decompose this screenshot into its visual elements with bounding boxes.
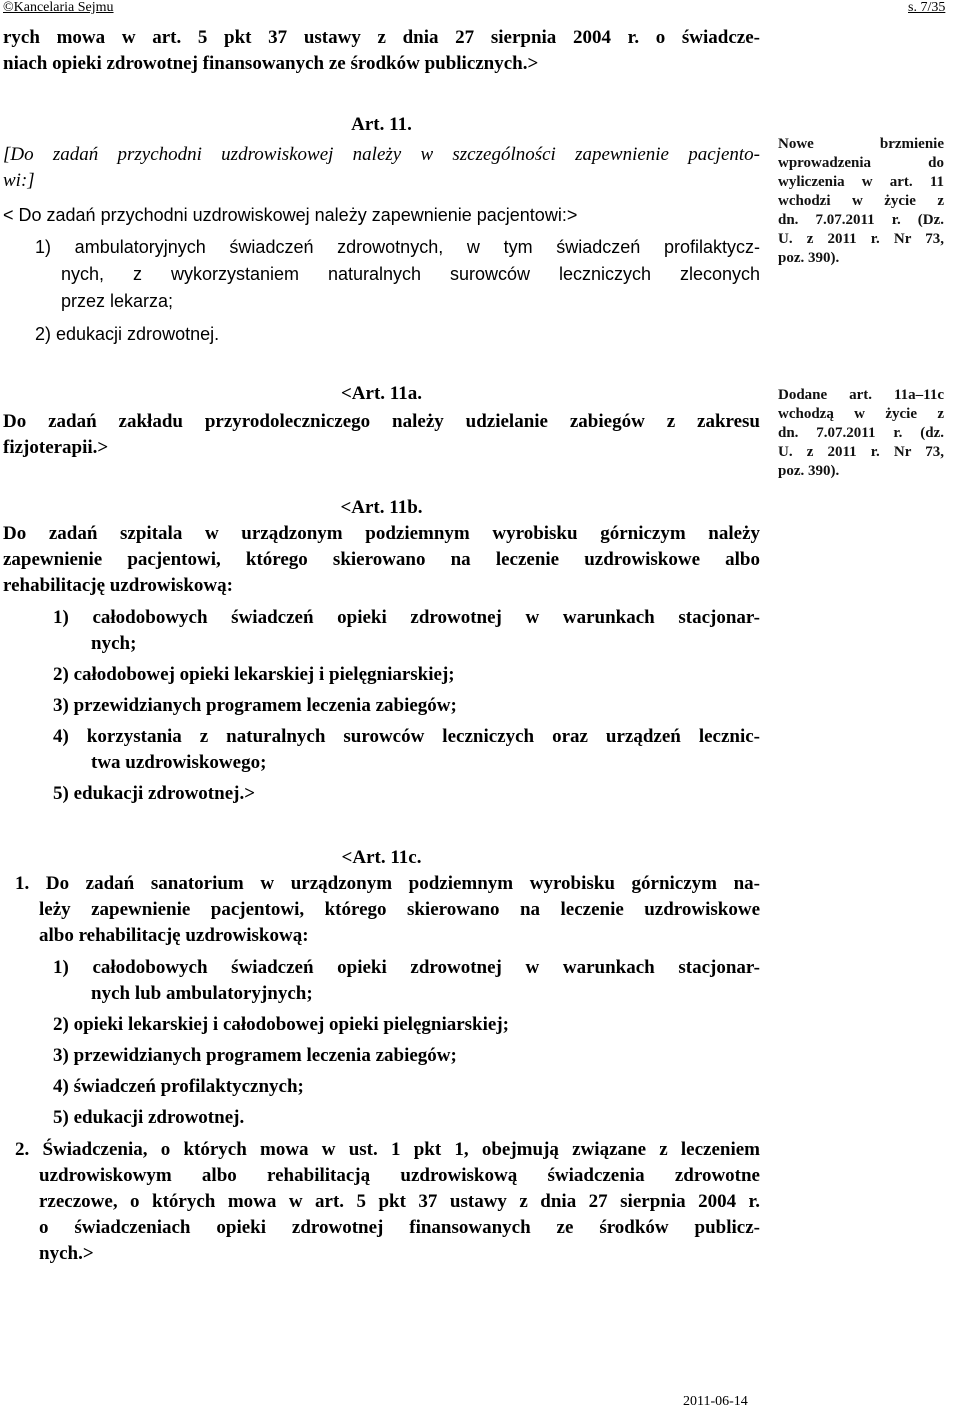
art-11a-line-1: Do zadań zakładu przyrodoleczniczego należy udzielanie zabiegów z zakresu [3, 411, 760, 432]
copyright-link[interactable]: ©Kancelaria Sejmu [3, 0, 114, 15]
art-11c-list [53, 955, 760, 1131]
art-11-old-line-2: wi:] [3, 170, 35, 191]
art-11c-p2-line-5: nych.> [39, 1243, 94, 1264]
side-note-2-line-5: poz. 390). [778, 463, 840, 479]
art-11c-item-5: 5) edukacji zdrowotnej. [53, 1107, 245, 1128]
side-note-1 [778, 135, 944, 268]
art-11-item-1-line-3: przez lekarza; [61, 291, 174, 311]
art-11c-paragraph-1 [15, 871, 760, 949]
art-11b-list [53, 605, 760, 807]
side-note-1-line-3: wyliczenia w art. 11 [778, 174, 944, 190]
page-number: s. 7/35 [908, 0, 946, 15]
side-note-1-line-2: wprowadzenia do [778, 155, 944, 171]
intro-line-2: niach opieki zdrowotnej finansowanych ze środków publicznych.> [3, 53, 539, 74]
side-note-2-line-4: U. z 2011 r. Nr 73, [778, 444, 944, 460]
art-11-item-2: 2) edukacji zdrowotnej. [35, 324, 220, 344]
side-note-2-line-3: dn. 7.07.2011 r. (dz. [778, 425, 944, 441]
art-11b-title: <Art. 11b. [340, 497, 423, 518]
art-11b-item-3: 3) przewidzianych programem leczenia zabiegów; [53, 695, 457, 716]
art-11-new-text: < Do zadań przychodni uzdrowiskowej należy zapewnienie pacjentowi:> [3, 205, 578, 225]
art-11c-title: <Art. 11c. [341, 847, 422, 868]
art-11c-p1-line-3: albo rehabilitację uzdrowiskową: [39, 925, 309, 946]
intro-block [3, 25, 760, 77]
art-11-title: Art. 11. [351, 114, 412, 135]
art-11c-paragraph-2 [15, 1137, 760, 1267]
art-11c-p2-line-2: uzdrowiskowym albo rehabilitacją uzdrowiskową świadczenia zdrowotne [39, 1165, 760, 1186]
side-note-1-line-6: U. z 2011 r. Nr 73, [778, 231, 944, 247]
art-11b-line-3: rehabilitację uzdrowiskową: [3, 575, 233, 596]
side-note-1-line-4: wchodzi w życie z [778, 193, 944, 209]
art-11c-p2-line-4: o świadczeniach opieki zdrowotnej finansowanych ze środków publicz- [39, 1217, 760, 1238]
art-11c-p2-line-1: 2. Świadczenia, o których mowa w ust. 1 pkt 1, obejmują związane z leczeniem [15, 1139, 760, 1160]
art-11c-item-4: 4) świadczeń profilaktycznych; [53, 1076, 304, 1097]
art-11a-line-2: fizjoterapii.> [3, 437, 109, 458]
art-11-old-line-1: [Do zadań przychodni uzdrowiskowej należy w szczególności zapewnienie pacjento- [3, 144, 760, 165]
side-note-1-line-7: poz. 390). [778, 250, 840, 266]
art-11c-item-1-line-1: 1) całodobowych świadczeń opieki zdrowotnej w warunkach stacjonar- [53, 957, 760, 978]
art-11c-p1-line-1: 1. Do zadań sanatorium w urządzonym podziemnym wyrobisku górniczym na- [15, 873, 760, 894]
intro-line-1: rych mowa w art. 5 pkt 37 ustawy z dnia 27 sierpnia 2004 r. o świadcze- [3, 27, 760, 48]
side-note-2-line-1: Dodane art. 11a–11c [778, 387, 944, 403]
side-note-2-line-2: wchodzą w życie z [778, 406, 944, 422]
art-11c-item-1-line-2: nych lub ambulatoryjnych; [91, 983, 313, 1004]
art-11-item-1-line-2: nych, z wykorzystaniem naturalnych surowców leczniczych zleconych [61, 264, 760, 284]
art-11b-item-2: 2) całodobowej opieki lekarskiej i pielęgniarskiej; [53, 664, 455, 685]
footer-date: 2011-06-14 [683, 1394, 748, 1409]
art-11b-item-4-line-1: 4) korzystania z naturalnych surowców leczniczych oraz urządzeń lecznic- [53, 726, 760, 747]
art-11c-item-3: 3) przewidzianych programem leczenia zabiegów; [53, 1045, 457, 1066]
art-11c [3, 845, 760, 1267]
art-11b-line-2: zapewnienie pacjentowi, którego skierowano na leczenie uzdrowiskowe albo [3, 549, 760, 570]
art-11c-p2-line-3: rzeczowe, o których mowa w art. 5 pkt 37 ustawy z dnia 27 sierpnia 2004 r. [39, 1191, 760, 1212]
art-11b-item-1-line-1: 1) całodobowych świadczeń opieki zdrowotnej w warunkach stacjonar- [53, 607, 760, 628]
art-11b-item-4-line-2: twa uzdrowiskowego; [91, 752, 267, 773]
art-11a [3, 381, 760, 461]
art-11 [3, 112, 760, 348]
copyright-header[interactable] [3, 0, 114, 16]
art-11a-title: <Art. 11a. [340, 383, 422, 404]
art-11b-line-1: Do zadań szpitala w urządzonym podziemnym wyrobisku górniczym należy [3, 523, 760, 544]
art-11c-p1-line-2: leży zapewnienie pacjentowi, którego skierowano na leczenie uzdrowiskowe [39, 899, 760, 920]
art-11-item-1-line-1: 1) ambulatoryjnych świadczeń zdrowotnych, w tym świadczeń profilaktycz- [35, 237, 760, 257]
side-note-1-line-1: Nowe brzmienie [778, 136, 944, 152]
side-note-1-line-5: dn. 7.07.2011 r. (Dz. [778, 212, 944, 228]
art-11b-item-1-line-2: nych; [91, 633, 137, 654]
art-11-list [35, 234, 760, 348]
side-note-2 [778, 386, 944, 481]
art-11c-item-2: 2) opieki lekarskiej i całodobowej opieki pielęgniarskiej; [53, 1014, 509, 1035]
art-11b [3, 495, 760, 807]
art-11b-item-5: 5) edukacji zdrowotnej.> [53, 783, 256, 804]
